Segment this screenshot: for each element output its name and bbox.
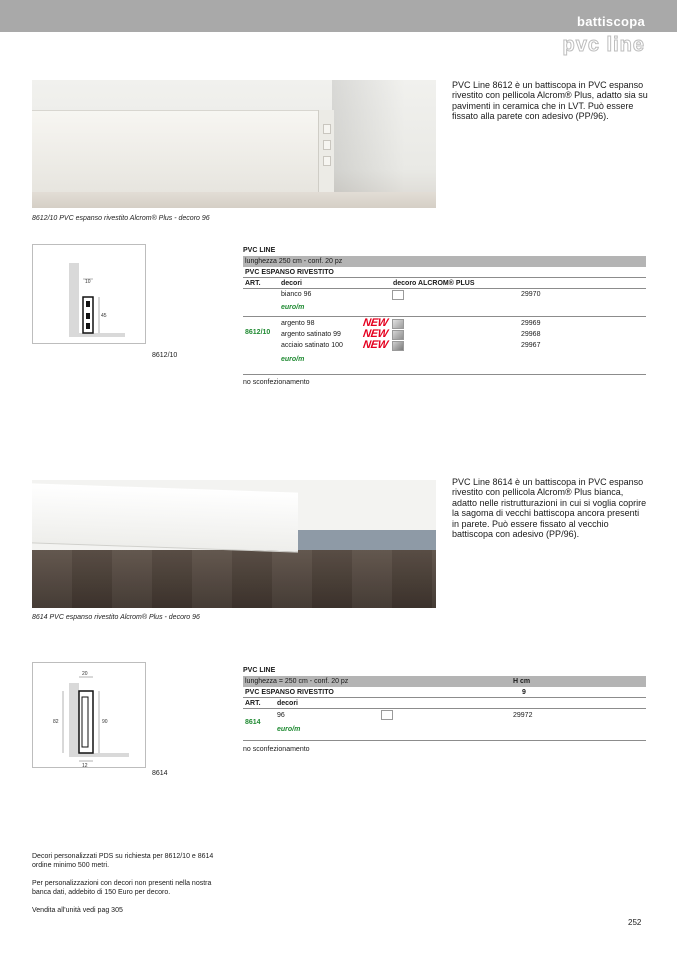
photo-caption-8612: 8612/10 PVC espanso rivestito Alcrom® Plus - decoro 96	[32, 215, 210, 222]
spec-note: no sconfezionamento	[243, 746, 310, 753]
spec-note: no sconfezionamento	[243, 379, 310, 386]
profile-drawing-8612	[33, 245, 145, 343]
footnote: Per personalizzazioni con decori non presenti nella nostra banca dati, addebito di 150 Euro per decoro.	[32, 880, 212, 896]
decor-code: 29967	[521, 342, 541, 349]
spec-length: lunghezza = 250 cm - conf. 20 pz	[245, 678, 349, 685]
table-row-96	[243, 709, 646, 741]
col-decori: decori	[277, 700, 299, 707]
spec-h-value: 9	[522, 689, 526, 696]
col-art: ART.	[245, 700, 261, 707]
spec-material-row	[243, 687, 646, 698]
unit-label: euro/m	[281, 304, 305, 311]
decor-swatch	[381, 710, 393, 720]
decor-swatch	[392, 341, 404, 351]
art-number: 8614	[245, 719, 261, 726]
footnotes	[32, 852, 222, 924]
dim-right: 90	[102, 719, 108, 725]
table-group-metal	[243, 317, 646, 375]
spec-header-row	[243, 698, 646, 709]
spec-material: PVC ESPANSO RIVESTITO	[243, 267, 646, 278]
decor-code: 29968	[521, 331, 541, 338]
spec-title: PVC LINE	[243, 247, 276, 254]
new-badge: NEW	[362, 317, 389, 329]
dim-width: 10	[85, 279, 91, 285]
col-art: ART.	[245, 280, 261, 287]
spec-length-row	[243, 676, 646, 687]
product-description-8612: PVC Line 8612 è un battiscopa in PVC espanso rivestito con pellicola Alcrom® Plus, adatto sia su pavimenti in ceramica che in LVT. Può essere fissato alla parete con adesivo (PP/96).	[452, 80, 648, 122]
spec-h-label: H cm	[513, 678, 531, 685]
header-bar	[0, 0, 677, 32]
photo-caption-8614: 8614 PVC espanso rivestito Alcrom® Plus - decoro 96	[32, 614, 200, 621]
decor-name: argento satinato 99	[281, 331, 341, 338]
product-photo-8614	[32, 480, 436, 608]
unit-label: euro/m	[277, 726, 301, 733]
decor-code: 29969	[521, 320, 541, 327]
spec-title: PVC LINE	[243, 667, 276, 674]
decor-code: 29970	[521, 291, 541, 298]
decor-name: 96	[277, 712, 285, 719]
decor-name: argento 98	[281, 320, 315, 327]
profile-diagram-8612	[32, 244, 146, 344]
profile-drawing-8614	[33, 663, 145, 767]
unit-label: euro/m	[281, 356, 305, 363]
decor-code: 29972	[513, 712, 533, 719]
footnote: Decori personalizzati PDS su richiesta per 8612/10 e 8614 ordine minimo 500 metri.	[32, 853, 214, 869]
diagram-label-8612: 8612/10	[152, 352, 178, 359]
decor-name: acciaio satinato 100	[281, 342, 343, 349]
new-badge: NEW	[362, 339, 389, 351]
product-photo-8612	[32, 80, 436, 208]
art-number: 8612/10	[245, 329, 271, 336]
dim-top: 20	[82, 671, 88, 677]
footnote: Vendita all'unità vedi pag 305	[32, 907, 123, 914]
section-subtitle: pvc line	[562, 34, 645, 56]
dim-bottom: 12	[82, 763, 88, 767]
col-decori: decori	[281, 280, 303, 287]
decor-swatch	[392, 319, 404, 329]
col-decoro: decoro ALCROM® PLUS	[393, 280, 475, 287]
section-title: battiscopa	[576, 14, 645, 29]
dim-height: 45	[101, 313, 107, 319]
product-description-8614: PVC Line 8614 è un battiscopa in PVC espanso rivestito con pellicola Alcrom® Plus bianca, adatto nelle ristrutturazioni in cui si voglia coprire la sagoma di vecchi battiscopa ancora presenti in parete. Può essere fissato al vecchio battiscopa con adesivo (PP/96).	[452, 477, 647, 540]
dim-left: 82	[53, 719, 59, 725]
diagram-label-8614: 8614	[152, 770, 168, 777]
spec-table-8614	[243, 665, 646, 755]
spec-header-row	[243, 278, 646, 289]
spec-material: PVC ESPANSO RIVESTITO	[245, 689, 334, 696]
spec-table-8612	[243, 245, 646, 388]
decor-swatch	[392, 290, 404, 300]
page-number: 252	[628, 918, 642, 927]
spec-length: lunghezza 250 cm - conf. 20 pz	[243, 256, 646, 267]
profile-diagram-8614	[32, 662, 146, 768]
new-badge: NEW	[362, 328, 389, 340]
decor-swatch	[392, 330, 404, 340]
decor-name: bianco 96	[281, 291, 312, 298]
table-row-bianco	[243, 289, 646, 317]
